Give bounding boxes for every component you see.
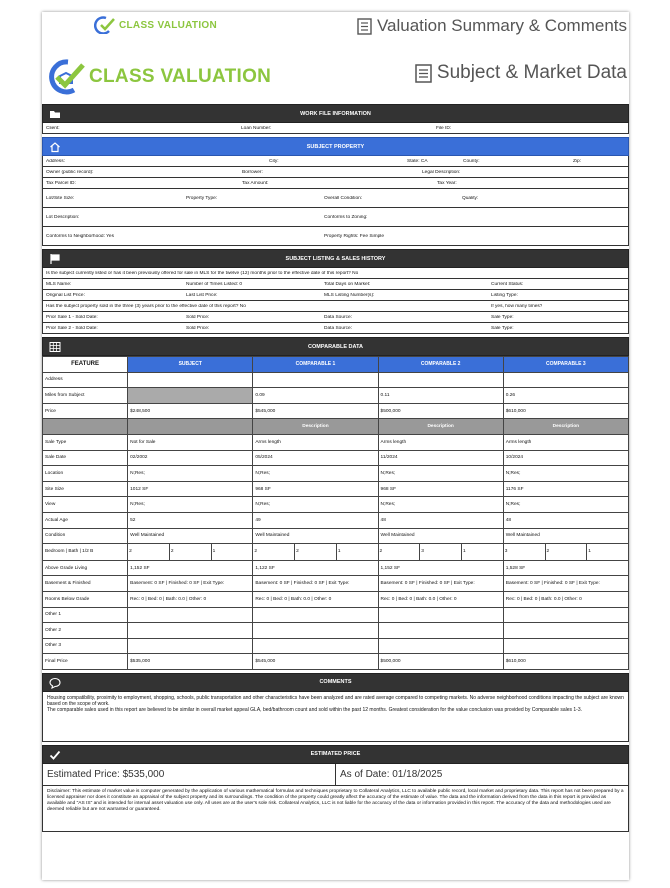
comp3-cell [503, 372, 628, 388]
bed-count: 2 [128, 544, 170, 560]
listed-question: Is the subject currently listed or has it been previously offered for sale in MLS for the twelve (12) months prior to the effective date of this report? No [46, 270, 359, 276]
comp1-column-header: COMPARABLE 1 [253, 357, 378, 373]
work-file-title: WORK FILE INFORMATION [300, 110, 371, 117]
row-label: Basement & Finished [43, 576, 128, 592]
listing-history-title: SUBJECT LISTING & SALES HISTORY [285, 255, 386, 262]
prior-sale-1-date: Prior Sale 1 - Sold Date: [46, 314, 98, 320]
estimated-price-row [42, 764, 629, 786]
tax-year-field: Tax Year: [437, 180, 457, 186]
work-file-row [42, 123, 629, 134]
table-header-row [43, 357, 629, 373]
subject-cell: 52 [128, 512, 253, 528]
bed-count: 3 [504, 544, 546, 560]
home-icon [49, 141, 61, 153]
logo-large-text: CLASS VALUATION [89, 66, 272, 87]
comp2-cell: 48 [378, 512, 503, 528]
prior-sale-1-source: Data Source: [324, 314, 352, 320]
table-row [43, 528, 629, 544]
times-sold-field: If yes, how many times? [491, 303, 543, 309]
comments-paragraph: The comparable sales used in this report are believed to be similar in overall market appeal GLA, bed/bathroom count and sold within the past 12 months. Greatest consideration for the value conclusion was provided by Comparable sales 1-3. [47, 706, 583, 713]
speech-bubble-icon [49, 677, 61, 689]
comp3-cell: 10/2024 [503, 450, 628, 466]
comp3-cell: N;Res; [503, 466, 628, 482]
comments-body [42, 692, 629, 742]
sold-question-row [42, 301, 629, 312]
subject-row-lot-desc [42, 208, 629, 227]
table-icon [49, 341, 61, 353]
table-row [43, 512, 629, 528]
original-list-price-field: Original List Price: [46, 292, 85, 298]
comp2-cell [378, 372, 503, 388]
checkmark-icon [49, 749, 61, 761]
row-label: Address [43, 372, 128, 388]
comp2-cell: Arms length [378, 434, 503, 450]
times-listed-field: Number of Times Listed: 0 [186, 281, 242, 287]
subject-row-address [42, 156, 629, 167]
comparable-title: COMPARABLE DATA [308, 343, 363, 350]
subject-cell: N;Res; [128, 497, 253, 513]
comparable-header [42, 337, 629, 356]
lot-description-field: Lot Description: [46, 214, 80, 220]
sold-question: Has the subject property sold in the three (3) years prior to the effective date of this report? No [46, 303, 246, 309]
table-row [43, 434, 629, 450]
bed-count: 2 [253, 544, 295, 560]
comments-title: COMMENTS [319, 679, 352, 686]
table-row [43, 591, 629, 607]
subject-cell [128, 623, 253, 639]
comp3-cell: Arms length [503, 434, 628, 450]
estimated-price-title: ESTIMATED PRICE [310, 751, 361, 758]
prior-sale-2-type: Sale Type: [491, 325, 514, 331]
lot-size-field: Lot/Site Size: [46, 195, 75, 201]
half-bath-count: 1 [212, 549, 216, 555]
comp2-cell: 11/2024 [378, 450, 503, 466]
logo-large [44, 58, 271, 96]
prior-sale-2-price: Sold Price: [186, 325, 210, 331]
comp2-cell [378, 623, 503, 639]
desc-label: Description [503, 419, 628, 435]
logo-mark-icon [44, 58, 86, 96]
borrower-field: Borrower: [242, 169, 263, 175]
comp1-cell: Rec: 0 | Bed: 0 | Bath: 0.0 | Other: 0 [253, 591, 378, 607]
subject-property-title: SUBJECT PROPERTY [306, 143, 365, 150]
desc-blank [43, 419, 128, 435]
comp1-cell [253, 638, 378, 654]
table-row [43, 576, 629, 592]
half-bath-count: 1 [463, 549, 466, 555]
document-icon [357, 18, 372, 35]
comp2-cell: N;Res; [378, 466, 503, 482]
prior-sale-1-price: Sold Price: [186, 314, 210, 320]
bath-count: 3 [420, 544, 462, 560]
comp2-cell [378, 544, 503, 561]
row-label: Actual Age [43, 512, 128, 528]
comp2-cell [378, 638, 503, 654]
comp1-cell: Well Maintained [253, 528, 378, 544]
sign-icon [49, 253, 61, 265]
row-label: Bedroom | Bath | 1/2 B [43, 544, 128, 561]
comp1-cell: N;Res; [253, 466, 378, 482]
subject-cell: $535,000 [128, 654, 253, 670]
listing-type-field: Listing Type: [491, 292, 518, 298]
row-label: Other 1 [43, 607, 128, 623]
client-field: Client: [46, 125, 60, 131]
table-row [43, 623, 629, 639]
table-row [43, 450, 629, 466]
table-row [43, 372, 629, 388]
comp1-cell [253, 607, 378, 623]
comp2-cell: N;Res; [378, 497, 503, 513]
comp3-cell: N;Res; [503, 497, 628, 513]
subject-cell [128, 544, 253, 561]
subject-row-lot [42, 189, 629, 208]
subject-row-tax [42, 178, 629, 189]
subject-cell: Not for Sale [128, 434, 253, 450]
overall-condition-field: Overall Condition: [324, 195, 363, 201]
table-row [43, 497, 629, 513]
subject-cell: Rec: 0 | Bed: 0 | Bath: 0.0 | Other: 0 [128, 591, 253, 607]
legal-description-field: Legal Description: [422, 169, 461, 175]
comp2-cell: $500,000 [378, 654, 503, 670]
zip-field: Zip: [573, 158, 581, 164]
header-small-title-block [357, 16, 627, 36]
mls-listing-number-field: MLS Listing Number(s): [324, 292, 375, 298]
estimated-price-header [42, 745, 629, 764]
subject-cell [128, 638, 253, 654]
half-bath-count: 1 [337, 549, 341, 555]
comments-paragraph: Housing compatibility, proximity to employment, shopping, schools, public transportation and other characteristics have been analyzed and are rated average compared to competing markets. No adverse neighborhood conditions impacting the subject are known based on the scope of work. [47, 694, 624, 707]
total-days-field: Total Days on Market: [324, 281, 371, 287]
owner-field: Owner (public record): [46, 169, 94, 175]
prior-sale-1-type: Sale Type: [491, 314, 514, 320]
row-label: View [43, 497, 128, 513]
folder-icon [49, 108, 61, 120]
comp1-cell: 05/2024 [253, 450, 378, 466]
comp1-cell: 0.09 [253, 388, 378, 404]
table-row [43, 638, 629, 654]
subject-cell: 1012 SF [128, 481, 253, 497]
comp3-cell: Basement: 0 SF | Finished: 0 SF | Exit Type: [503, 576, 628, 592]
comp2-column-header: COMPARABLE 2 [378, 357, 503, 373]
comp1-cell: N;Res; [253, 497, 378, 513]
subject-column-header: SUBJECT [128, 357, 253, 373]
subject-cell: Well Maintained [128, 528, 253, 544]
estimated-price-value: Estimated Price: $535,000 [43, 764, 336, 785]
address-field: Address: [46, 158, 65, 164]
last-list-price-field: Last List Price: [186, 292, 218, 298]
logo-mark-icon [94, 16, 116, 34]
comp2-cell: 1,152 SF [378, 560, 503, 576]
feature-column-header: FEATURE [43, 357, 128, 373]
subject-cell [128, 372, 253, 388]
current-status-field: Current Status: [491, 281, 524, 287]
as-of-date: As of Date: 01/18/2025 [340, 768, 443, 780]
row-label: Miles from Subject [43, 388, 128, 404]
comparable-table [42, 356, 629, 670]
comp2-cell [378, 607, 503, 623]
table-row [43, 607, 629, 623]
city-field: City: [269, 158, 279, 164]
comp3-cell: 1176 SF [503, 481, 628, 497]
file-id-field: File ID: [436, 125, 452, 131]
row-label: Sale Type [43, 434, 128, 450]
comp1-cell [253, 372, 378, 388]
conforms-zoning-field: Conforms to Zoning: [324, 214, 368, 220]
state-field: State: CA [407, 158, 428, 164]
prior-sale-2-row [42, 323, 629, 334]
half-bath-count: 1 [588, 549, 591, 555]
bath-count: 2 [546, 544, 588, 560]
comp1-cell: Arms length [253, 434, 378, 450]
comp2-cell: 968 SF [378, 481, 503, 497]
comp2-cell: Well Maintained [378, 528, 503, 544]
comp3-cell: Well Maintained [503, 528, 628, 544]
subject-cell: 02/2002 [128, 450, 253, 466]
loan-number-field: Loan Number: [241, 125, 272, 131]
table-row [43, 388, 629, 404]
comp2-cell: 0.11 [378, 388, 503, 404]
header-small-title: Valuation Summary & Comments [376, 16, 627, 35]
table-row [43, 403, 629, 419]
subject-cell: $248,500 [128, 403, 253, 419]
comp2-cell: Rec: 0 | Bed: 0 | Bath: 0.0 | Other: 0 [378, 591, 503, 607]
mls-name-field: MLS Name: [46, 281, 72, 287]
comp3-column-header: COMPARABLE 3 [503, 357, 628, 373]
property-type-field: Property Type: [186, 195, 218, 201]
report-content [42, 104, 629, 832]
comp1-cell: 49 [253, 512, 378, 528]
subject-row-conforms [42, 227, 629, 246]
row-label: Location [43, 466, 128, 482]
table-row [43, 560, 629, 576]
subject-cell [128, 388, 253, 404]
property-rights-field: Property Rights: Fee Simple [324, 233, 384, 239]
comp1-cell: Basement: 0 SF | Finished: 0 SF | Exit Type: [253, 576, 378, 592]
tax-parcel-field: Tax Parcel ID: [46, 180, 76, 186]
row-label: Above Grade Living [43, 560, 128, 576]
row-label: Rooms Below Grade [43, 591, 128, 607]
header-large [42, 56, 629, 100]
subject-cell: N;Res; [128, 466, 253, 482]
tax-amount-field: Tax Amount: [242, 180, 269, 186]
listing-question-row [42, 268, 629, 279]
comp3-cell [503, 623, 628, 639]
prior-sale-2-date: Prior Sale 2 - Sold Date: [46, 325, 98, 331]
row-label: Condition [43, 528, 128, 544]
comp3-cell: 48 [503, 512, 628, 528]
bed-count: 2 [379, 544, 421, 560]
conforms-neighborhood-field: Conforms to Neighborhood: Yes [46, 233, 114, 239]
listing-row-mls [42, 279, 629, 290]
comp3-cell [503, 638, 628, 654]
listing-row-prices [42, 290, 629, 301]
row-label: Price [43, 403, 128, 419]
logo-small-text: CLASS VALUATION [119, 19, 218, 31]
prior-sale-2-source: Data Source: [324, 325, 352, 331]
comp1-cell [253, 623, 378, 639]
logo-small [94, 16, 217, 34]
bath-count: 2 [170, 544, 212, 560]
desc-label: Description [378, 419, 503, 435]
comp3-cell [503, 544, 628, 561]
subject-cell: Basement: 0 SF | Finished: 0 SF | Exit Type: [128, 576, 253, 592]
comp3-cell: 0.26 [503, 388, 628, 404]
comp3-cell: 1,528 SF [503, 560, 628, 576]
disclaimer-text: Disclaimer: This estimate of market value is computer generated by the application of various mathematical formulas and techniques proprietary to Collateral Analytics, LLC to available public record, local market and proprietary data. This report has not been prepared by a licensed appraiser nor does it constitute an appraisal of the subject property and its surroundings. The condition of the property could greatly affect the accuracy of the estimate of value. The data and the information derived from the data in this report is provided as available and "AS IS" and is intended for internal asset valuation use only. All uses are at the user's sole risk. Collateral Analytics, LLC is not liable for the accuracy of the data or information provided in this report. The accuracy of the data and methodologies used are deemed reliable but are not warranted or guaranteed. [42, 786, 629, 832]
comp3-cell [503, 607, 628, 623]
county-field: County: [463, 158, 480, 164]
comp3-cell: $610,000 [503, 654, 628, 670]
comp2-cell: $500,000 [378, 403, 503, 419]
row-label: Sale Date [43, 450, 128, 466]
comp1-cell [253, 544, 378, 561]
subject-row-owner [42, 167, 629, 178]
row-label: Other 3 [43, 638, 128, 654]
work-file-header [42, 104, 629, 123]
comp1-cell: 1,122 SF [253, 560, 378, 576]
quality-field: Quality: [462, 195, 479, 201]
row-label: Final Price [43, 654, 128, 670]
comp1-cell: $545,000 [253, 654, 378, 670]
table-row [43, 481, 629, 497]
table-row [43, 654, 629, 670]
subject-cell [128, 607, 253, 623]
comments-header [42, 673, 629, 692]
row-label: Site Size [43, 481, 128, 497]
header-large-title-block [415, 62, 627, 84]
comp3-cell: Rec: 0 | Bed: 0 | Bath: 0.0 | Other: 0 [503, 591, 628, 607]
subject-property-header [42, 137, 629, 156]
comp2-cell: Basement: 0 SF | Finished: 0 SF | Exit Type: [378, 576, 503, 592]
document-icon [415, 64, 432, 83]
table-row [43, 466, 629, 482]
description-header-row [43, 419, 629, 435]
header-large-title: Subject & Market Data [436, 62, 627, 83]
desc-label: Description [253, 419, 378, 435]
bath-count: 2 [295, 544, 337, 560]
listing-history-header [42, 249, 629, 268]
comp3-cell: $610,000 [503, 403, 628, 419]
header-small [42, 12, 629, 42]
table-row [43, 544, 629, 561]
subject-cell: 1,152 SF [128, 560, 253, 576]
comp1-cell: $545,000 [253, 403, 378, 419]
report-page [42, 12, 629, 880]
row-label: Other 2 [43, 623, 128, 639]
comp1-cell: 968 SF [253, 481, 378, 497]
desc-blank [128, 419, 253, 435]
prior-sale-1-row [42, 312, 629, 323]
